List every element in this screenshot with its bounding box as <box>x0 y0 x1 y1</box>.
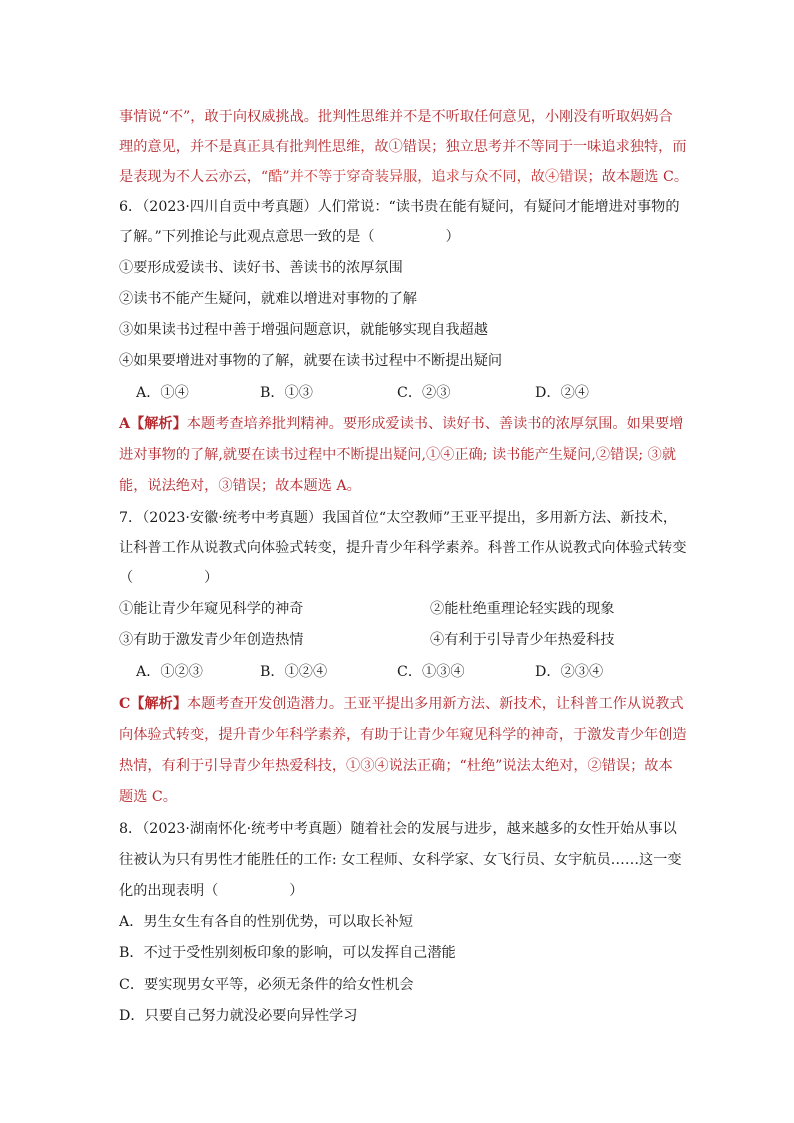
q6-answer-line-3: 能，说法绝对，③错误；故本题选 A。 <box>119 478 361 494</box>
q6-choice-b: B．①③ <box>260 385 313 401</box>
q7-option-1: ①能让青少年窥见科学的神奇 <box>119 601 304 617</box>
q6-answer-line-1 <box>119 414 683 434</box>
q6-choice-a: A．①④ <box>136 385 189 401</box>
q7-stem-line-3: （ ） <box>119 570 219 586</box>
q7-answer-tag: C【解析】 <box>119 696 188 712</box>
q7-choice-a: A．①②③ <box>136 664 203 680</box>
q7-choice-b: B．①②④ <box>260 664 328 680</box>
q8-option-a: A．男生女生有各自的性别优势，可以取长补短 <box>119 914 413 930</box>
q6-stem-line-1: 6．（2023·四川自贡中考真题）人们常说：“读书贵在能有疑问，有疑问才能增进对事物的 <box>119 199 680 215</box>
q8-stem-line-1: 8．（2023·湖南怀化·统考中考真题）随着社会的发展与进步，越来越多的女性开始从事以 <box>119 821 677 837</box>
q7-option-3: ③有助于激发青少年创造热情 <box>119 632 304 648</box>
q7-answer-text-1: 本题考查开发创造潜力。王亚平提出多用新方法、新技术，让科普工作从说教式 <box>187 696 684 712</box>
q6-option-2: ②读书不能产生疑问，就难以增进对事物的了解 <box>119 291 417 307</box>
explanation-line-3b: “酷”并不等于穿奇装异服，追求与众不同，故④错误 <box>260 169 588 185</box>
q8-stem-line-2: 往被认为只有男性才能胜任的工作: 女工程师、女科学家、女飞行员、女宇航员……这一变 <box>119 852 682 868</box>
q7-answer-line-2: 向体验式转变，提升青少年科学素养，有助于让青少年窥见科学的神奇，于激发青少年创造 <box>119 727 687 743</box>
q6-option-4: ④如果要增进对事物的了解，就要在读书过程中不断提出疑问 <box>119 353 503 369</box>
q6-answer-text-1: 本题考查培养批判精神。要形成爱读书、读好书、善读书的浓厚氛围。如果要增 <box>186 416 684 432</box>
q7-option-2: ②能杜绝重理论轻实践的现象 <box>430 601 615 617</box>
explanation-line-3 <box>119 167 688 187</box>
q8-option-b: B．不过于受性别刻板印象的影响，可以发挥自己潜能 <box>119 945 456 961</box>
q7-stem-line-1: 7．（2023·安徽·统考中考真题）我国首位“太空教师”王亚平提出，多用新方法、新技术， <box>119 510 678 526</box>
q6-choice-c: C．②③ <box>397 385 451 401</box>
explanation-line-3a: 是表现为不人云亦云， <box>119 169 261 185</box>
q7-choice-d: D．②③④ <box>535 664 604 680</box>
q8-option-d: D．只要自己努力就没必要向异性学习 <box>119 1008 358 1024</box>
explanation-line-2: 理的意见，并不是真正具有批判性思维，故①错误；独立思考并不等同于一味追求独特，而 <box>119 139 687 155</box>
q8-option-c: C．要实现男女平等，必须无条件的给女性机会 <box>119 977 414 993</box>
q7-answer-line-1 <box>119 694 684 714</box>
q7-stem-line-2: 让科普工作从说教式向体验式转变，提升青少年科学素养。科普工作从说教式向体验式转变 <box>119 540 687 556</box>
q7-answer-line-4: 题选 C。 <box>119 789 177 805</box>
q6-option-3: ③如果读书过程中善于增强问题意识，就能够实现自我超越 <box>119 322 488 338</box>
q6-answer-tag: A【解析】 <box>119 416 187 432</box>
q7-answer-line-3: 热情，有利于引导青少年热爱科技，①③④说法正确；“杜绝”说法太绝对，②错误；故本 <box>119 758 673 774</box>
q6-choice-d: D．②④ <box>535 385 589 401</box>
q8-stem-line-3: 化的出现表明（ ） <box>119 883 304 899</box>
q6-answer-line-2: 进对事物的了解,就要在读书过程中不断提出疑问,①④正确; 读书能产生疑问,②错误; ③就 <box>119 447 677 463</box>
q7-choice-c: C．①③④ <box>397 664 465 680</box>
explanation-line-3c: ；故本题选 C。 <box>587 169 689 185</box>
explanation-line-1: 事情说“不”，敢于向权威挑战。批判性思维并不是不听取任何意见，小刚没有听取妈妈合 <box>119 109 673 125</box>
q6-stem-line-2: 了解。”下列推论与此观点意思一致的是（ ） <box>119 229 460 245</box>
q7-option-4: ④有利于引导青少年热爱科技 <box>430 632 615 648</box>
q6-option-1: ①要形成爱读书、读好书、善读书的浓厚氛围 <box>119 260 403 276</box>
